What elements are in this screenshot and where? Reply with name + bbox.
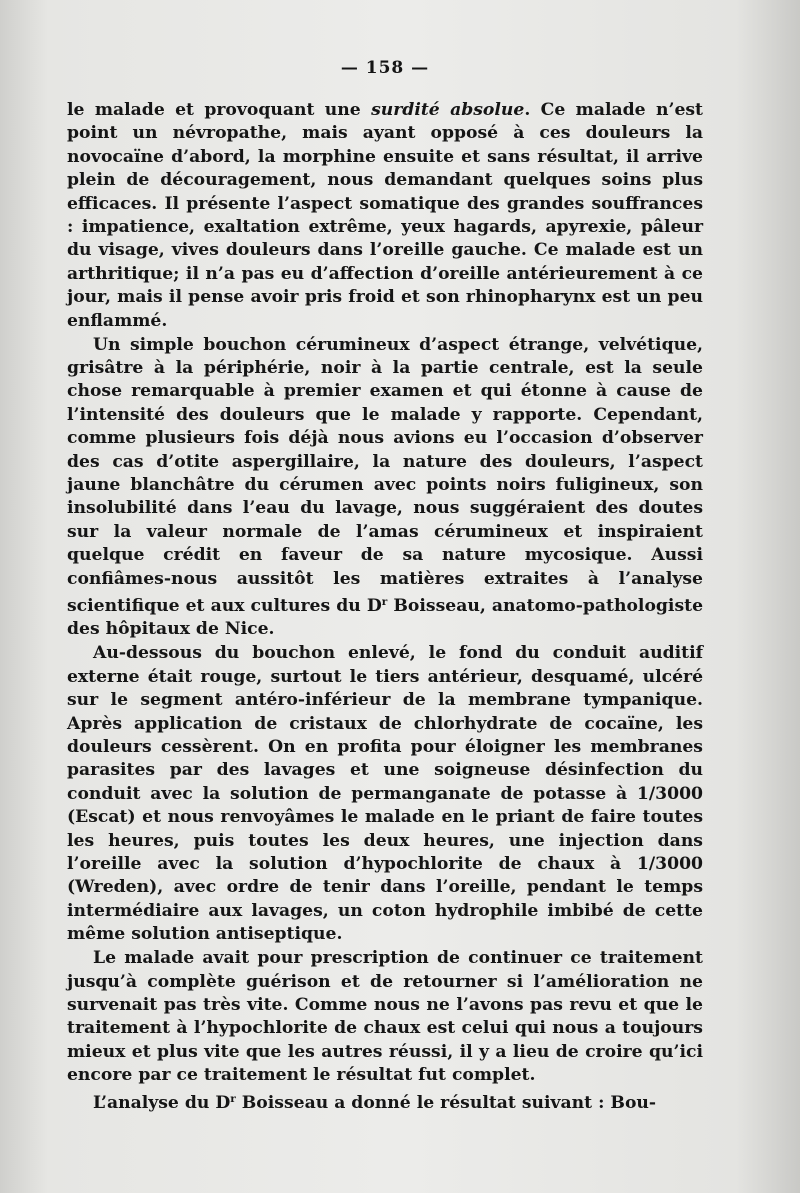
paragraph-5-superscript: r [230,1093,236,1106]
paragraph-3-text: Au-dessous du bouchon enlevé, le fond du conduit auditif externe était rouge, surtout le tiers antérieur, desquamé, ulcéré sur le segment antéro-inférieur de la membrane tympanique. Après application de cristaux de chlorhydrate de cocaïne, les douleurs cessèrent. On en profita pour éloigner les membranes parasites par des lavages et une soigneuse désinfection du conduit avec la solution de permanganate de potasse à 1/3000 (Escat) et nous renvoyâmes le malade en le priant de faire toutes les heures, puis toutes les deux heures, une injection dans l’oreille avec la solution d’hypochlorite de chaux à 1/3000 (Wreden), avec ordre de tenir dans l’oreille, pendant le temps intermédiaire aux lavages, un coton hydrophile imbibé de cette même solution antiseptique. [67,643,703,945]
paragraph-5-text-end: Boisseau a donné le résultat suivant : Bou- [235,1093,657,1114]
paragraph-1 [67,99,703,333]
paragraph-4-text: Le malade avait pour prescription de continuer ce traitement jusqu’à complète guérison et de retourner si l’amélioration ne survenait pas très vite. Comme nous ne l’avons pas revu et que le traitement à l’hypochlorite de chaux est celui qui nous a toujours mieux et plus vite que les autres réussi, il y a lieu de croire qu’ici encore par ce traitement le résultat fut complet. [67,948,703,1086]
paragraph-1-emphasis: surdité absolue [371,100,525,120]
paragraph-1-text-end: . Ce malade n’est point un névropathe, mais ayant opposé à ces douleurs la novocaïne d’abord, la morphine ensuite et sans résultat, il arrive plein de découragement, nous demandant quelques soins plus efficaces. Il présente l’aspect somatique des grandes souffrances : impatience, exaltation extrême, yeux hagards, apyrexie, pâleur du visage, vives douleurs dans l’oreille gauche. Ce malade est un arthritique; il n’a pas eu d’affection d’oreille antérieurement à ce jour, mais il pense avoir pris froid et son rhinopharynx est un peu enflammé. [67,100,703,331]
paragraph-3 [67,642,703,946]
page-number: — 158 — [340,58,430,78]
paragraph-5-text-start: L’analyse du D [93,1093,231,1114]
paragraph-2-superscript: r [381,596,388,609]
paragraph-4 [67,947,703,1087]
paragraph-2 [67,334,703,642]
body-text [67,99,703,1115]
paragraph-2-text-end: Boisseau, anatomo-pathologiste des hôpitaux de Nice. [67,596,704,640]
paragraph-5 [67,1088,703,1115]
paragraph-2-text-start: Un simple bouchon cérumineux d’aspect étrange, velvétique, grisâtre à la périphérie, noir à la partie centrale, est la seule chose remarquable à premier examen et qui étonne à cause de l’intensité des douleurs que le malade y rapporte. Cependant, comme plusieurs fois déjà nous avions eu l’occasion d’observer des cas d’otite aspergillaire, la nature des douleurs, l’aspect jaune blanchâtre du cérumen avec points noirs fuligineux, son insolubilité dans l’eau du lavage, nous suggéraient des doutes sur la valeur normale de l’amas cérumineux et inspiraient quelque crédit en faveur de sa nature mycosique. Aussi confiâmes-nous aussitôt les matières extraites à l’analyse scientifique et aux cultures du D [67,334,703,617]
paragraph-1-text-start: le malade et provoquant une [67,100,372,120]
